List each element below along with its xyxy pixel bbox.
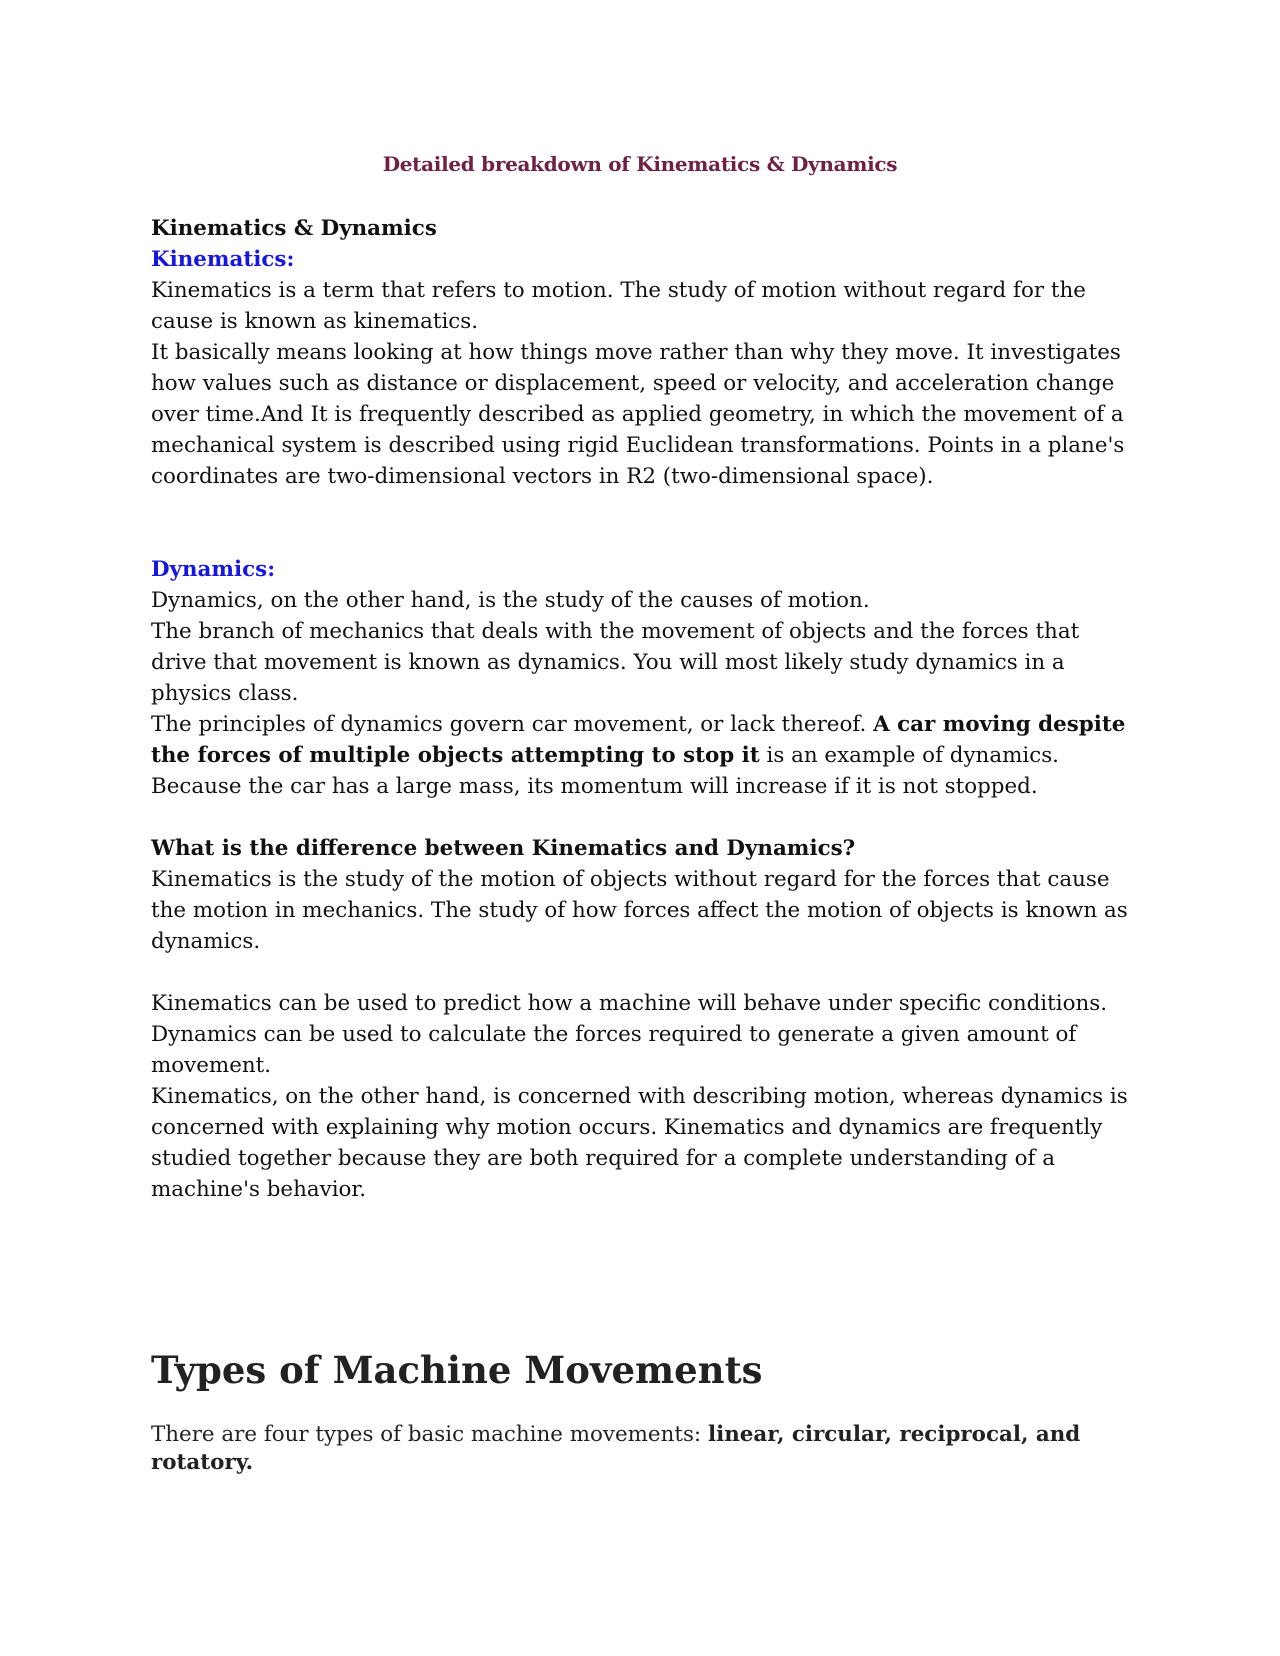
types-paragraph-start: There are four types of basic machine movements: [151,1422,708,1447]
types-heading: Types of Machine Movements [151,1348,763,1392]
difference-paragraph-2: Kinematics can be used to predict how a machine will behave under specific conditions. [151,991,1108,1016]
types-paragraph-bold: linear, circular, reciprocal, and rotatory. [151,1422,1081,1475]
document-title: Detailed breakdown of Kinematics & Dynamics [382,152,898,176]
difference-paragraph-1: Kinematics is the study of the motion of objects without regard for the forces that cause the motion in mechanics. The study of how forces affect the motion of objects is known as dynamics. [151,867,1128,954]
kinematics-paragraph-2: It basically means looking at how things move rather than why they move. It investigates how values such as distance or displacement, speed or velocity, and acceleration change over time.And It is frequently described as applied geometry, in which the movement of a mechanical system is described using rigid Euclidean transformations. Points in a plane's coordinates are two-dimensional vectors in R2 (two-dimensional space). [151,340,1125,489]
difference-paragraph-4: Kinematics, on the other hand, is concerned with describing motion, whereas dynamics is concerned with explaining why motion occurs. Kinematics and dynamics are frequently studied together because they are both required for a complete understanding of a machine's behavior. [151,1084,1128,1202]
dynamics-paragraph-3-end: is an example of dynamics. [759,743,1059,768]
dynamics-paragraph-4: Because the car has a large mass, its momentum will increase if it is not stopped. [151,774,1038,799]
dynamics-paragraph-1: Dynamics, on the other hand, is the study of the causes of motion. [151,588,870,613]
dynamics-paragraph-3 [151,709,1131,771]
types-paragraph [151,1421,1131,1477]
dynamics-paragraph-3-bold: A car moving despite the forces of multiple objects attempting to stop it [151,712,1126,768]
dynamics-paragraph-3-start: The principles of dynamics govern car movement, or lack thereof. [151,712,874,737]
spacer [151,492,1131,554]
document-body [151,213,1131,1205]
dynamics-heading: Dynamics: [151,557,276,582]
difference-heading: What is the difference between Kinematics and Dynamics? [151,836,856,861]
kinematics-paragraph-1: Kinematics is a term that refers to motion. The study of motion without regard for the cause is known as kinematics. [151,278,1086,334]
difference-paragraph-3: Dynamics can be used to calculate the forces required to generate a given amount of movement. [151,1022,1077,1078]
main-heading: Kinematics & Dynamics [151,216,437,241]
spacer [151,802,1131,833]
spacer [151,957,1131,988]
kinematics-heading: Kinematics: [151,247,295,272]
dynamics-paragraph-2: The branch of mechanics that deals with the movement of objects and the forces that drive that movement is known as dynamics. You will most likely study dynamics in a physics class. [151,619,1080,706]
